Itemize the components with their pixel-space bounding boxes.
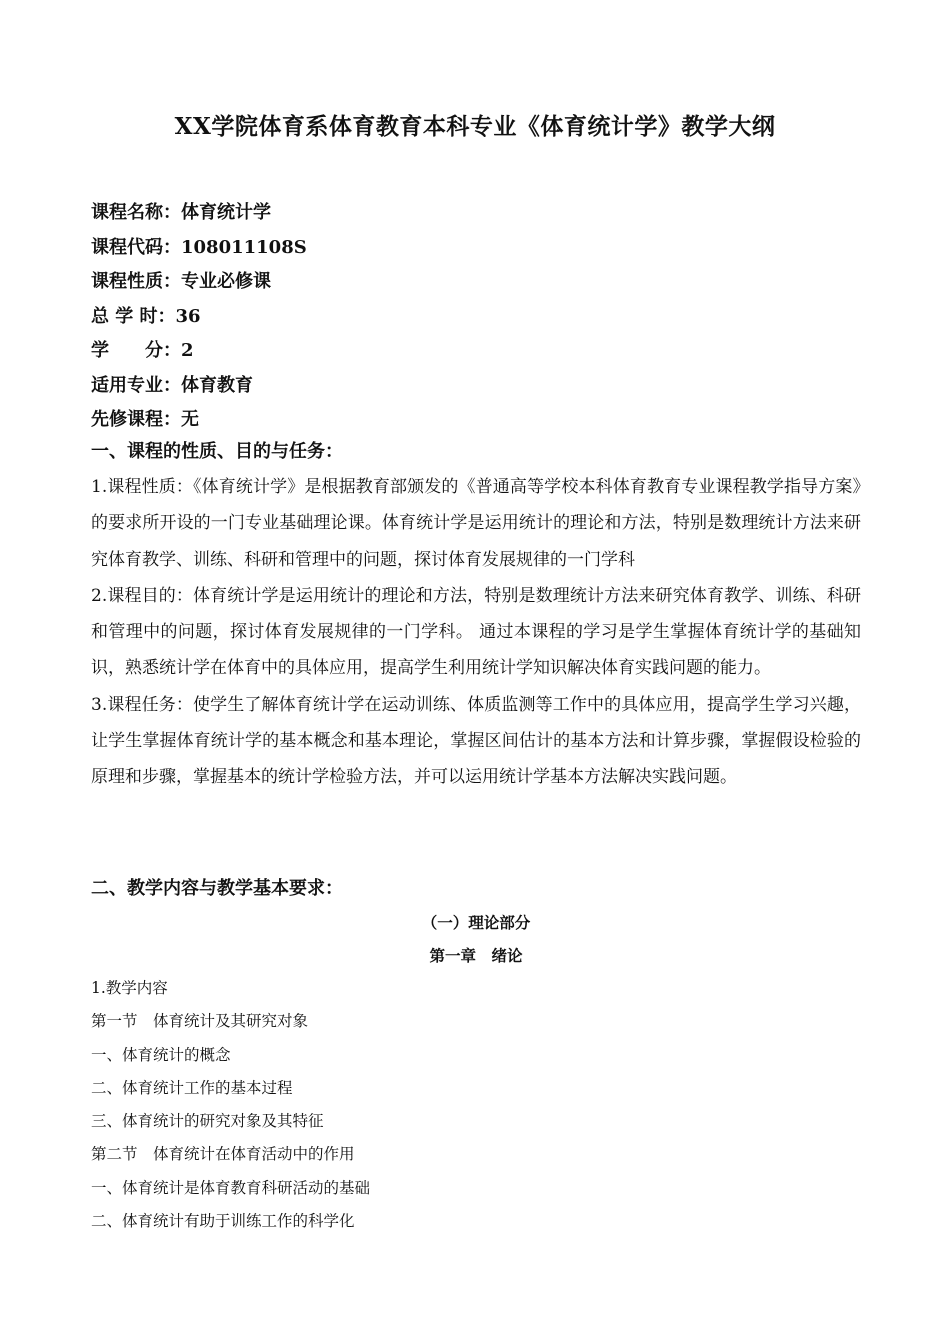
- course-code: 课程代码：108011108S: [91, 236, 307, 258]
- total-hours: 总 学 时：36: [91, 305, 201, 327]
- paragraph-course-purpose: 2.课程目的：体育统计学是运用统计的理论和方法，特别是数理统计方法来研究体育教学、训练、科研和管理中的问题，探讨体育发展规律的一门学科。 通过本课程的学习是学生掌握体育统计学的基础知识，熟悉统计学在体育中的具体应用，提高学生利用统计学知识解决体育实践问题的能力。: [91, 585, 861, 679]
- course-info: [91, 196, 307, 438]
- section-teaching-content: [91, 872, 861, 1238]
- applicable-major: 适用专业：体育教育: [91, 374, 253, 396]
- paragraph-course-nature: 1.课程性质：《体育统计学》是根据教育部颁发的《普通高等学校本科体育教育专业课程教学指导方案》的要求所开设的一门专业基础理论课。体育统计学是运用统计的理论和方法，特别是数理统计方法来研究体育教学、训练、科研和管理中的问题，探讨体育发展规律的一门学科: [91, 477, 861, 570]
- chapter-heading: 第一章 绪论: [429, 946, 523, 965]
- course-type: 课程性质：专业必修课: [91, 271, 271, 292]
- paragraph-course-tasks: 3.课程任务：使学生了解体育统计学在运动训练、体质监测等工作中的具体应用，提高学生学习兴趣，让学生掌握体育统计学的基本概念和基本理论，掌握区间估计的基本方法和计算步骤，掌握假设检验的原理和步骤，掌握基本的统计学检验方法，并可以运用统计学基本方法解决实践问题。: [91, 694, 861, 788]
- list-item: 第二节 体育统计在体育活动中的作用: [91, 1145, 355, 1164]
- part-heading: （一）理论部分: [421, 913, 531, 932]
- course-name: 课程名称：体育统计学: [91, 202, 271, 223]
- list-item: 1.教学内容: [91, 979, 168, 997]
- list-item: 二、体育统计有助于训练工作的科学化: [91, 1212, 355, 1231]
- list-item: 三、体育统计的研究对象及其特征: [91, 1112, 324, 1131]
- section-heading: 二、教学内容与教学基本要求：: [91, 878, 343, 899]
- list-item: 一、体育统计的概念: [91, 1045, 231, 1064]
- list-item: 二、体育统计工作的基本过程: [91, 1078, 293, 1097]
- document-title: XX学院体育系体育教育本科专业《体育统计学》教学大纲: [174, 113, 776, 140]
- prerequisites: 先修课程：无: [91, 409, 199, 430]
- credits: 学 分：2: [91, 340, 194, 361]
- list-item: 第一节 体育统计及其研究对象: [91, 1012, 309, 1031]
- section-heading: 一、课程的性质、目的与任务：: [91, 441, 343, 462]
- list-item: 一、体育统计是体育教育科研活动的基础: [91, 1178, 371, 1197]
- section-nature-purpose: [91, 435, 861, 796]
